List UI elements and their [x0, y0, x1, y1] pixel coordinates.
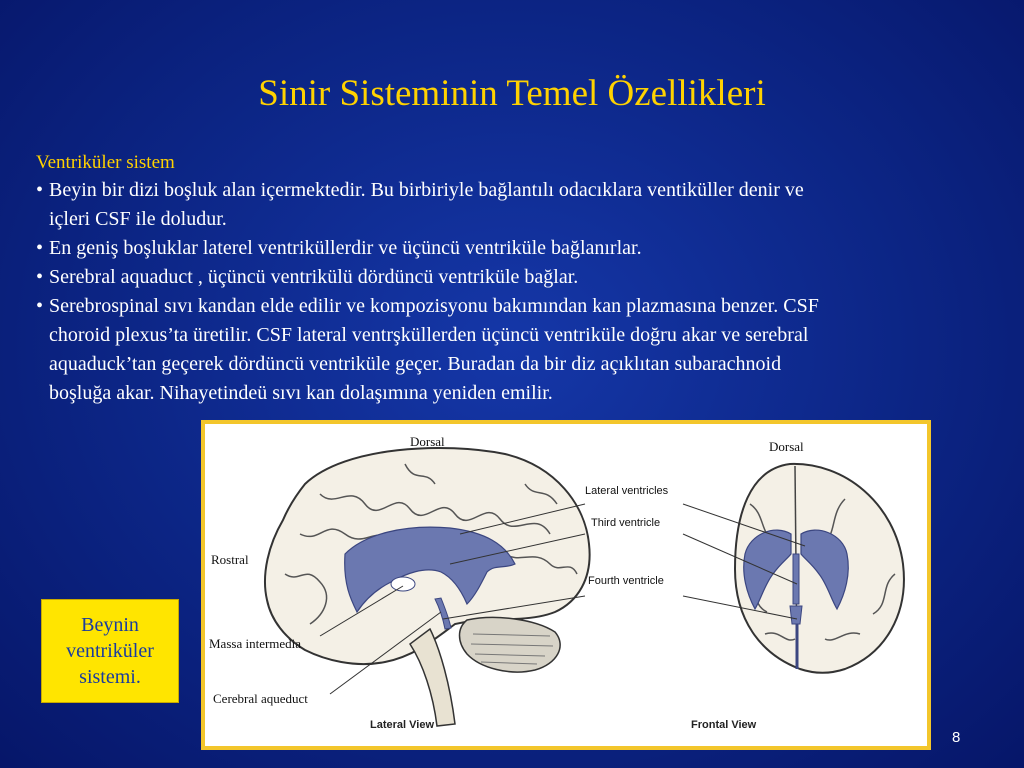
figure-caption [41, 599, 179, 703]
bullet-item [36, 234, 996, 263]
bullet-line: Serebral aquaduct , üçüncü ventrikülü dördüncü ventriküle bağlar. [49, 266, 579, 288]
slide-title: Sinir Sisteminin Temel Özellikleri [258, 73, 766, 114]
label-third-ventricle: Third ventricle [591, 517, 661, 529]
bullet-item [36, 263, 996, 292]
bullet-dot: • [36, 179, 44, 201]
caption-line: Beynin [81, 614, 139, 636]
subheading: Ventriküler sistem [36, 152, 175, 173]
brain-ventricles-illustration [205, 424, 927, 746]
bullet-dot: • [36, 237, 44, 259]
label-massa-intermedia: Massa intermedia [209, 636, 302, 651]
label-dorsal-left: Dorsal [410, 434, 445, 449]
caption-line: ventriküler [66, 640, 154, 662]
label-rostral: Rostral [211, 552, 249, 567]
label-frontal-view: Frontal View [691, 719, 757, 731]
bullet-dot: • [36, 295, 44, 317]
bullet-item [36, 176, 996, 234]
page-number: 8 [952, 729, 961, 746]
bullet-line: aquaduck’tan geçerek dördüncü ventriküle geçer. Buradan da bir diz açıklıtan subarachnoid [49, 353, 782, 375]
label-dorsal-right: Dorsal [769, 439, 804, 454]
bullet-line: choroid plexus’ta üretilir. CSF lateral ventrşküllerden üçüncü ventriküle doğru akar ve serebral [49, 324, 809, 346]
bullet-item [36, 292, 996, 408]
label-lateral-view: Lateral View [370, 719, 434, 731]
brain-ventricles-figure [201, 420, 931, 750]
bullet-line: Serebrospinal sıvı kandan elde edilir ve kompozisyonu bakımından kan plazmasına benzer. CSF [49, 295, 819, 317]
bullet-line: içleri CSF ile doludur. [49, 208, 227, 230]
label-fourth-ventricle: Fourth ventricle [588, 575, 664, 587]
lateral-brain-drawing [265, 448, 590, 726]
label-lateral-ventricles: Lateral ventricles [585, 485, 669, 497]
label-cerebral-aqueduct: Cerebral aqueduct [213, 691, 308, 706]
bullet-line: boşluğa akar. Nihayetindeü sıvı kan dolaşımına yeniden emilir. [49, 382, 553, 404]
caption-line: sistemi. [79, 666, 141, 688]
bullet-line: En geniş boşluklar laterel ventriküllerdir ve üçüncü ventriküle bağlanırlar. [49, 237, 642, 259]
frontal-brain-drawing [683, 464, 904, 673]
bullet-dot: • [36, 266, 44, 288]
slide-content [36, 150, 996, 408]
bullet-line: Beyin bir dizi boşluk alan içermektedir. Bu birbiriyle bağlantılı odacıklara ventiküller denir ve [49, 179, 804, 201]
